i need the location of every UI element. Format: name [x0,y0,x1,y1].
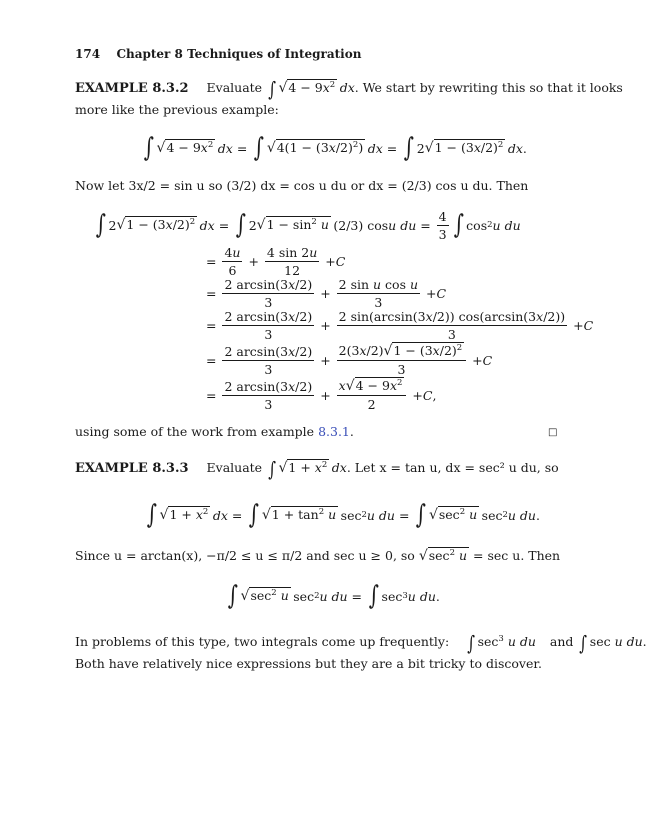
since-b: = sec u. Then [473,548,561,563]
example-label-2: EXAMPLE 8.3.3 [75,461,189,476]
qed-box: □ [548,427,558,438]
derivation-line-2: = $\frac{4u}{6}$ + $\frac{4 \sin 2u}{12}$ + C [206,244,346,278]
display-equation-sec-cubed: ∫ $√\sec^2$ u sec 2 u du = ∫ sec 3 u du . [227,581,440,611]
page-number: 174 [75,47,101,61]
running-header [75,47,361,61]
example-8-3-3-intro [75,459,559,479]
intro-rest-2: . Let x = tan u, dx = sec² u du, so [346,460,559,475]
integrand-formula: ∫ $√4 - 9x^2$ dx [268,77,355,101]
para1-and: and [549,634,574,649]
outro-a: using some of the work from example [75,424,319,439]
outro-text [75,424,354,440]
final-paragraph-line-2: Both have relatively nice expressions but they are a bit tricky to discover. [75,656,542,671]
example-label: EXAMPLE 8.3.2 [75,81,189,96]
example-link[interactable]: 8.3.1 [318,424,350,439]
outro-b: . [349,424,354,439]
integrand-formula-2: ∫ $√1 + x^2$ dx [268,457,347,481]
intro-line-2: more like the previous example: [75,102,279,117]
derivation-line-6: = $\frac{2 \arcsin(3x/2)}{3}$ + $\frac{x√4 - 9x^2}{2}$ + C , [206,378,437,412]
evaluate-word: Evaluate [206,80,263,95]
derivation-line-3: = $\frac{2 \arcsin(3x/2)}{3}$ + $\frac{\text{2 sin u cos u}}{3}$ + C [206,276,447,310]
derivation-line-1: ∫ 2 $√1 - (3x/2)^2$ dx = ∫ 2 $√1 - \sin^2 u$ (2/3) cos u du = $\frac{4}{3}$ ∫ cos 2 u du [95,208,521,242]
para1-a: In problems of this type, two integrals come up frequently: [75,634,450,649]
final-paragraph-line-1: In problems of this type, two integrals come up frequently: ∫ $\sec^3 u$ du and ∫ sec u du. [75,631,647,655]
example-8-3-2-intro [75,79,623,99]
intro-rest: . We start by rewriting this so that it looks [354,80,623,95]
display-equation-tan-sub: ∫ $√1 + x^2$ dx = ∫ $√1 + \tan^2 u$ sec 2 u du = ∫ $√\sec^2$ u sec 2 u du . [146,500,540,530]
since-a: Since u = arctan(x), −π/2 ≤ u ≤ π/2 and sec u ≥ 0, so [75,548,415,563]
chapter-title: Chapter 8 Techniques of Integration [116,47,362,61]
derivation-line-4: = $\frac{2 \arcsin(3x/2)}{3}$ + $\frac{2 \sin(\arcsin(3x/2)) \cos(\arcsin(3x/2))}{3}$ + C [206,308,594,342]
derivation-line-5: = $\frac{2 \arcsin(3x/2)}{3}$ + $\frac{2(3x/2)√1 - (3x/2)^2}{3}$ + C [206,343,493,377]
since-text: Since u = arctan(x), −π/2 ≤ u ≤ π/2 and sec u ≥ 0, so $√\sec^2$ u = sec u. Then [75,548,561,564]
evaluate-word-2: Evaluate [206,460,263,475]
display-equation-rewrite: ∫ $√4 - 9x^2$ dx = ∫ $√4(1 - (3x/2)^2)$ dx = ∫ 2 $√1 - (3x/2)^2$ dx . [143,133,527,163]
substitution-text: Now let 3x/2 = sin u so (3/2) dx = cos u du or dx = (2/3) cos u du. Then [75,178,529,193]
